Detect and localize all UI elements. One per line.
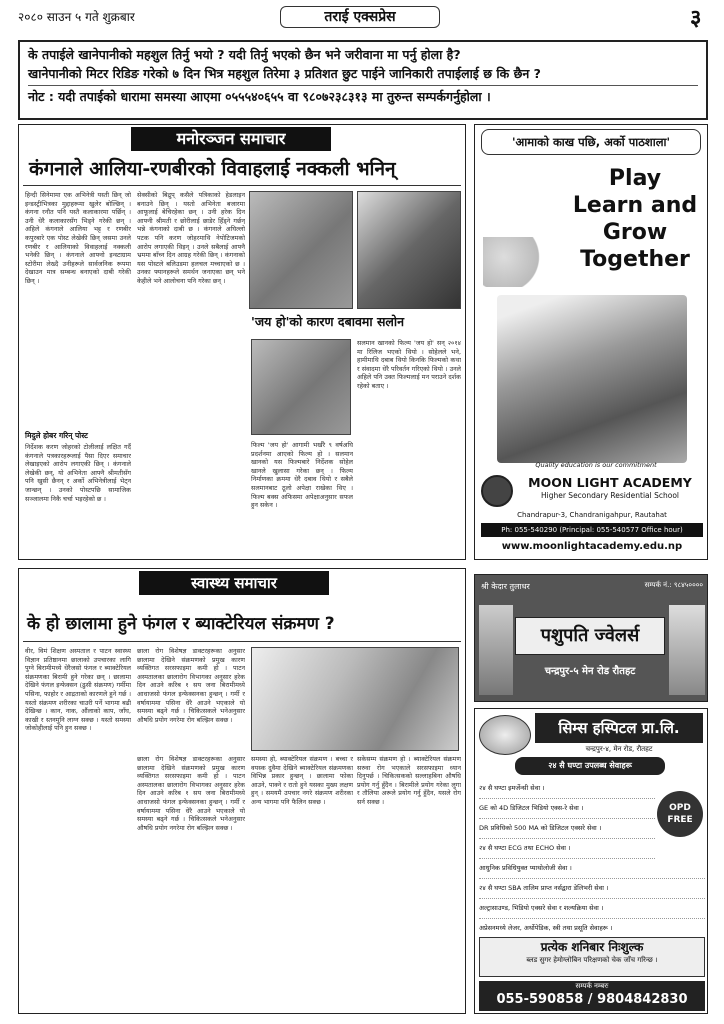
service-item: अप्रेसनमध्ये लेजर, अर्थोपेडिक, स्त्री तथा प्रसूति सेवाहरू ।	[479, 919, 705, 939]
health-col-4: सकेसम्म संक्रमण हो । ब्याक्टेरियल संक्रमण सरुवा रोग भएकाले सरसफाइमा ध्यान दिनुपर्छ । चिकित्सकको सल्लाहबिना औषधि प्रयोग गर्नु हुँदैन । बिरामीले प्रयोग गरेका लुगा र तौलिया अरूले प्रयोग गर्नु हुँदैन, यसले रोग सर्न सक्छ ।	[357, 755, 461, 806]
services-title: २४ सै घण्टा उपलब्ध सेवाहरू	[515, 757, 665, 775]
entertainment-col-4: सलमान खानको फिल्म 'जय हो' सन् २०१४ मा रिलिज भएको थियो । सोहेलले भने, हामीमाथि दबाब थियो किनकि फिल्मको कथा र संवादमा धेरै परिवर्तन गरिएको थियो । उनले अहिले पनि उक्त फिल्मलाई मन पराउने दर्शक रहेको बताए ।	[357, 339, 461, 390]
water-billing-notice	[18, 40, 708, 120]
notice-line-1: के तपाईले खानेपानीको महशुल तिर्नु भयो ? यदी तिर्नु भएको छैन भने जरीवाना मा पर्नु होला है?	[28, 47, 461, 62]
slogan-line-2: Learn and	[572, 193, 698, 218]
entertainment-section	[18, 124, 466, 560]
service-item: GE को 4D डिजिटल भिडियो एक्स-रे सेवा ।	[479, 799, 655, 819]
service-item: २४ सै घण्टा ECG तथा ECHO सेवा ।	[479, 839, 655, 859]
newspaper-name: तराई एक्सप्रेस	[280, 6, 440, 28]
jeweller-name: पशुपति ज्वेलर्स	[515, 617, 665, 655]
pashupati-jewellers-ad	[474, 574, 708, 702]
free-checkup-sub: ब्लड सुगर हेमोग्लोबिन परिक्षणको चेक जाँच गरिन्छ ।	[526, 956, 658, 964]
hospital-name: सिम्स हस्पिटल प्रा.लि.	[535, 713, 703, 743]
jeweller-owner: श्री केदार तुलाधर	[481, 582, 530, 591]
entertainment-col-1b: निर्देशक करण जोहरको टोलीलाई लक्षित गर्दै कंगनाले पत्रकारहरूलाई पैसा दिएर समाचार लेखाइएको आरोप लगाएकी छिन् । कंगनाले लेखेकी छन्, यो अभिनेता आफ्नै श्रीमतीसँग पनि खुसी छैनन् र अर्को अभिनेत्रीलाई भेट्न जान्छन् । उनको पोस्टपछि सामाजिक सञ्जालमा निकै चर्चा भइरहेको छ ।	[25, 443, 131, 503]
health-section	[18, 568, 466, 1014]
hospital-contact-box	[479, 981, 705, 1011]
kangana-photo	[249, 191, 353, 309]
cloud-decoration	[483, 237, 553, 287]
academy-tagline: 'आमाको काख पछि, अर्को पाठशाला'	[481, 129, 701, 155]
health-headline: के हो छालामा हुने फंगल र ब्याक्टेरियल संक्रमण ?	[27, 614, 335, 634]
divider	[23, 185, 461, 186]
health-col-2: छाला रोग विशेषज्ञ डाक्टरहरूका अनुसार छालामा देखिने संक्रमणको प्रमुख कारण व्यक्तिगत सरसफाइमा कमी हो । पाटन अस्पतालका छालारोग विभागका अनुसार हरेक दिन आउने करिब १ सय जना बिरामीमध्ये आधाजसो फंगल इन्फेक्सनका हुन्छन् । गर्मी र वर्षायाममा पसिना धेरै आउने भएकाले यो समस्या बढ्ने गर्छ । चिकित्सकले भनेअनुसार औषधि प्रयोग नगरेमा रोग बल्झिन सक्छ ।	[137, 755, 245, 832]
free-checkup-title: प्रत्येक शनिबार निःशुल्क	[540, 940, 644, 954]
entertainment-col-3: फिल्म 'जय हो' आगामी भर्खरै ९ वर्षअघि प्रदर्शनमा आएको फिल्म हो । सलमान खानको यस फिल्मबारे निर्देशक सोहेल खानले खुलासा गरेका छन् । फिल्म निर्माणका क्रममा धेरै दबाव थियो र सबैले सलमानबाट ठूलो अपेक्षा राखेका थिए । फिल्म बक्स अफिसमा अपेक्षाअनुसार सफल हुन सकेन ।	[251, 441, 353, 510]
divider	[23, 641, 461, 642]
jeweller-contact: सम्पर्क नं.: ९८४५००००	[644, 581, 703, 589]
page-number: ३	[690, 6, 702, 31]
academy-logo-icon	[481, 475, 513, 507]
service-item: २४ सै घण्टा SBA तालिम प्राप्त नर्सद्वारा डेलिभरी सेवा ।	[479, 879, 705, 899]
alia-ranbir-photo	[357, 191, 461, 309]
health-section-title: स्वास्थ्य समाचार	[139, 571, 329, 595]
issue-date: २०८० साउन ५ गते शुक्रबार	[18, 10, 135, 24]
play-learn-slogan	[565, 165, 705, 273]
notice-line-2: खानेपानीको मिटर रिडिङ गरेको ७ दिन भित्र महशुल तिरेमा ३ प्रतिशत छुट पाईने जानिकारी तपाईलाई छ कि छैन ?	[28, 66, 541, 81]
entertainment-col-2: सेक्सीको बिद्रुप् कसैले पत्रिकाको हेडलाइन बनाउने छिन् । यस्तो अभिनेता बजारमा आफूलाई बेचिरहेका छन् । उनी हरेक दिन आफ्नी श्रीमती र छोरीलाई छाडेर हिँड्ने गर्छन् भन्ने कंगनाको दाबी छ । कंगनाले अघिल्लो पटक पनि करण जोहरमाथि नेपोटिजमको आरोप लगाएकी थिइन् । उनले सबैलाई आफ्नै भ्रममा बाँच्न दिन आग्रह गरेकी छिन् । कंगनाको यस पोस्टले बलिउडमा हलचल मच्चाएको छ । उनका फ्यानहरूले समर्थन जनाएका छन् भने केहीले भने आलोचना पनि गरेका छन् ।	[137, 191, 245, 285]
entertainment-headline: कंगनाले आलिया-रणबीरको विवाहलाई नक्कली भनिन्	[29, 158, 396, 180]
academy-motto: Quality education is our commitment	[535, 461, 657, 469]
academy-phone: Ph: 055-540290 (Principal: 055-540577 Office hour)	[481, 523, 703, 537]
academy-subtitle: Higher Secondary Residential School	[540, 491, 680, 500]
health-col-3: समस्या हो, ब्याक्टेरियल संक्रमण । बच्चा र वयस्क दुवैमा देखिने ब्याक्टेरियल संक्रमणका विभिन्न प्रकार हुन्छन् । छालामा फोका आउने, पाक्ने र रातो हुने यसका मुख्य लक्षण हुन् । समयमै उपचार नगरे संक्रमण शरीरका अन्य भागमा पनि फैलिन सक्छ ।	[251, 755, 353, 806]
sims-hospital-ad	[474, 708, 708, 1014]
entertainment-section-title: मनोरञ्जन समाचार	[131, 127, 331, 151]
slogan-line-1: Play	[608, 166, 662, 191]
health-col-2-top: छाला रोग विशेषज्ञ डाक्टरहरूका अनुसार छालामा देखिने संक्रमणको प्रमुख कारण व्यक्तिगत सरसफाइमा कमी हो । पाटन अस्पतालका छालारोग विभागका अनुसार हरेक दिन आउने करिब १ सय जना बिरामीमध्ये आधाजसो फंगल इन्फेक्सनका हुन्छन् । गर्मी र वर्षायाममा पसिना धेरै आउने भएकाले यो समस्या बढ्ने गर्छ । चिकित्सकले भनेअनुसार औषधि प्रयोग नगरेमा रोग बल्झिन सक्छ ।	[137, 647, 245, 724]
academy-address: Chandrapur-3, Chandranigahpur, Rautahat	[517, 511, 667, 519]
jewellery-image	[669, 605, 705, 695]
notice-note: नोट : यदी तपाईको धारामा समस्या आएमा ०५५५४०६५५ वा ९८०७२३८३१३ मा तुरुन्त सम्पर्कगर्नुहोला ।	[28, 85, 698, 106]
entertainment-subhead: मिदुले होबर गरिन् पोस्ट	[25, 431, 88, 440]
hospital-logo-icon	[479, 715, 531, 755]
opd-free-badge: OPD FREE	[657, 791, 703, 837]
children-reading-photo	[497, 295, 687, 463]
contact-label: सम्पर्क नम्बरः	[575, 982, 609, 990]
salman-photo	[251, 339, 351, 435]
skin-infection-photo	[251, 647, 459, 751]
moonlight-academy-ad	[474, 124, 708, 560]
jeweller-address: चन्द्रपुर-५ मेन रोड रौतहट	[544, 666, 636, 677]
hospital-address: चन्द्रपुर-४, मेन रोड, रौतहट	[585, 745, 653, 753]
slogan-line-3: Grow	[602, 220, 668, 245]
slogan-line-4: Together	[580, 247, 690, 272]
contact-number: 055-590858 / 9804842830	[496, 992, 688, 1007]
free-checkup-banner	[479, 937, 705, 977]
academy-name: MOON LIGHT ACADEMY	[528, 475, 692, 490]
service-item: आधुनिक प्रविधियुक्त प्याथोलोजी सेवा ।	[479, 859, 705, 879]
deity-image	[479, 605, 513, 695]
service-item: २४ सै घण्टा इमर्जेन्सी सेवा ।	[479, 779, 655, 799]
health-col-1: वीर, विमं शिक्षण अस्पताल र पाटन स्वास्थ्य विज्ञान प्रतिष्ठानमा छालाको उपचारका लागि पुग्ने बिरामीमध्ये धेरैजसो फंगल र ब्याक्टेरियल संक्रमणका बिरामी हुने गरेका छन् । छालामा देखिने फंगल इन्फेक्सन (ढुसी संक्रमण) गर्मीमा पसिना, फाहोर र आद्रताको कारणले हुने गर्छ । यस्तो संक्रमण शरीरका चाउरी पर्ने भागमा बढी देखिन्छ । कान, नाक, औंलाको काप, जाँघ, काखी र स्तनमुनि लाग्न सक्छ । यस्तो समस्या जोकोहीलाई पनि हुन सक्छ ।	[25, 647, 131, 733]
entertainment-col-1: हिन्दी सिनेमामा एक अभिनेत्री यस्ती छिन् जो इन्डस्ट्रीभित्रका मुद्दाहरूमा खुलेर बोल्छिन् । कंगना रनौत पनि यस्तै कलाकारमा पर्छिन् । उनी धेरै कलाकारसँग भिड्ने गरेकी छन् । अहिले कंगनाले आलिया भट्ट र रणबीर कपुरबारे एक पोस्ट लेखेकी छिन् जसमा उनले रणबीर र आलियाको विवाहलाई नक्कली भनेकी छिन् । कंगनाले आफ्नो इन्स्टाग्राम स्टोरीमा लेख्दै उनीहरूले सार्वजनिक रूपमा देखाउन मात्र सम्बन्ध बनाएको दाबी गरेकी छिन् ।	[25, 191, 131, 285]
academy-website: www.moonlightacademy.edu.np	[501, 541, 683, 552]
service-item: DR प्रविधिको 500 MA को डिजिटल एक्सरे सेवा ।	[479, 819, 655, 839]
jai-ho-headline: 'जय हो'को कारण दबावमा सलोन	[251, 314, 405, 329]
service-item: अल्ट्रासाउण्ड, भिडियो एक्सरे सेवा र शल्यक्रिया सेवा ।	[479, 899, 705, 919]
